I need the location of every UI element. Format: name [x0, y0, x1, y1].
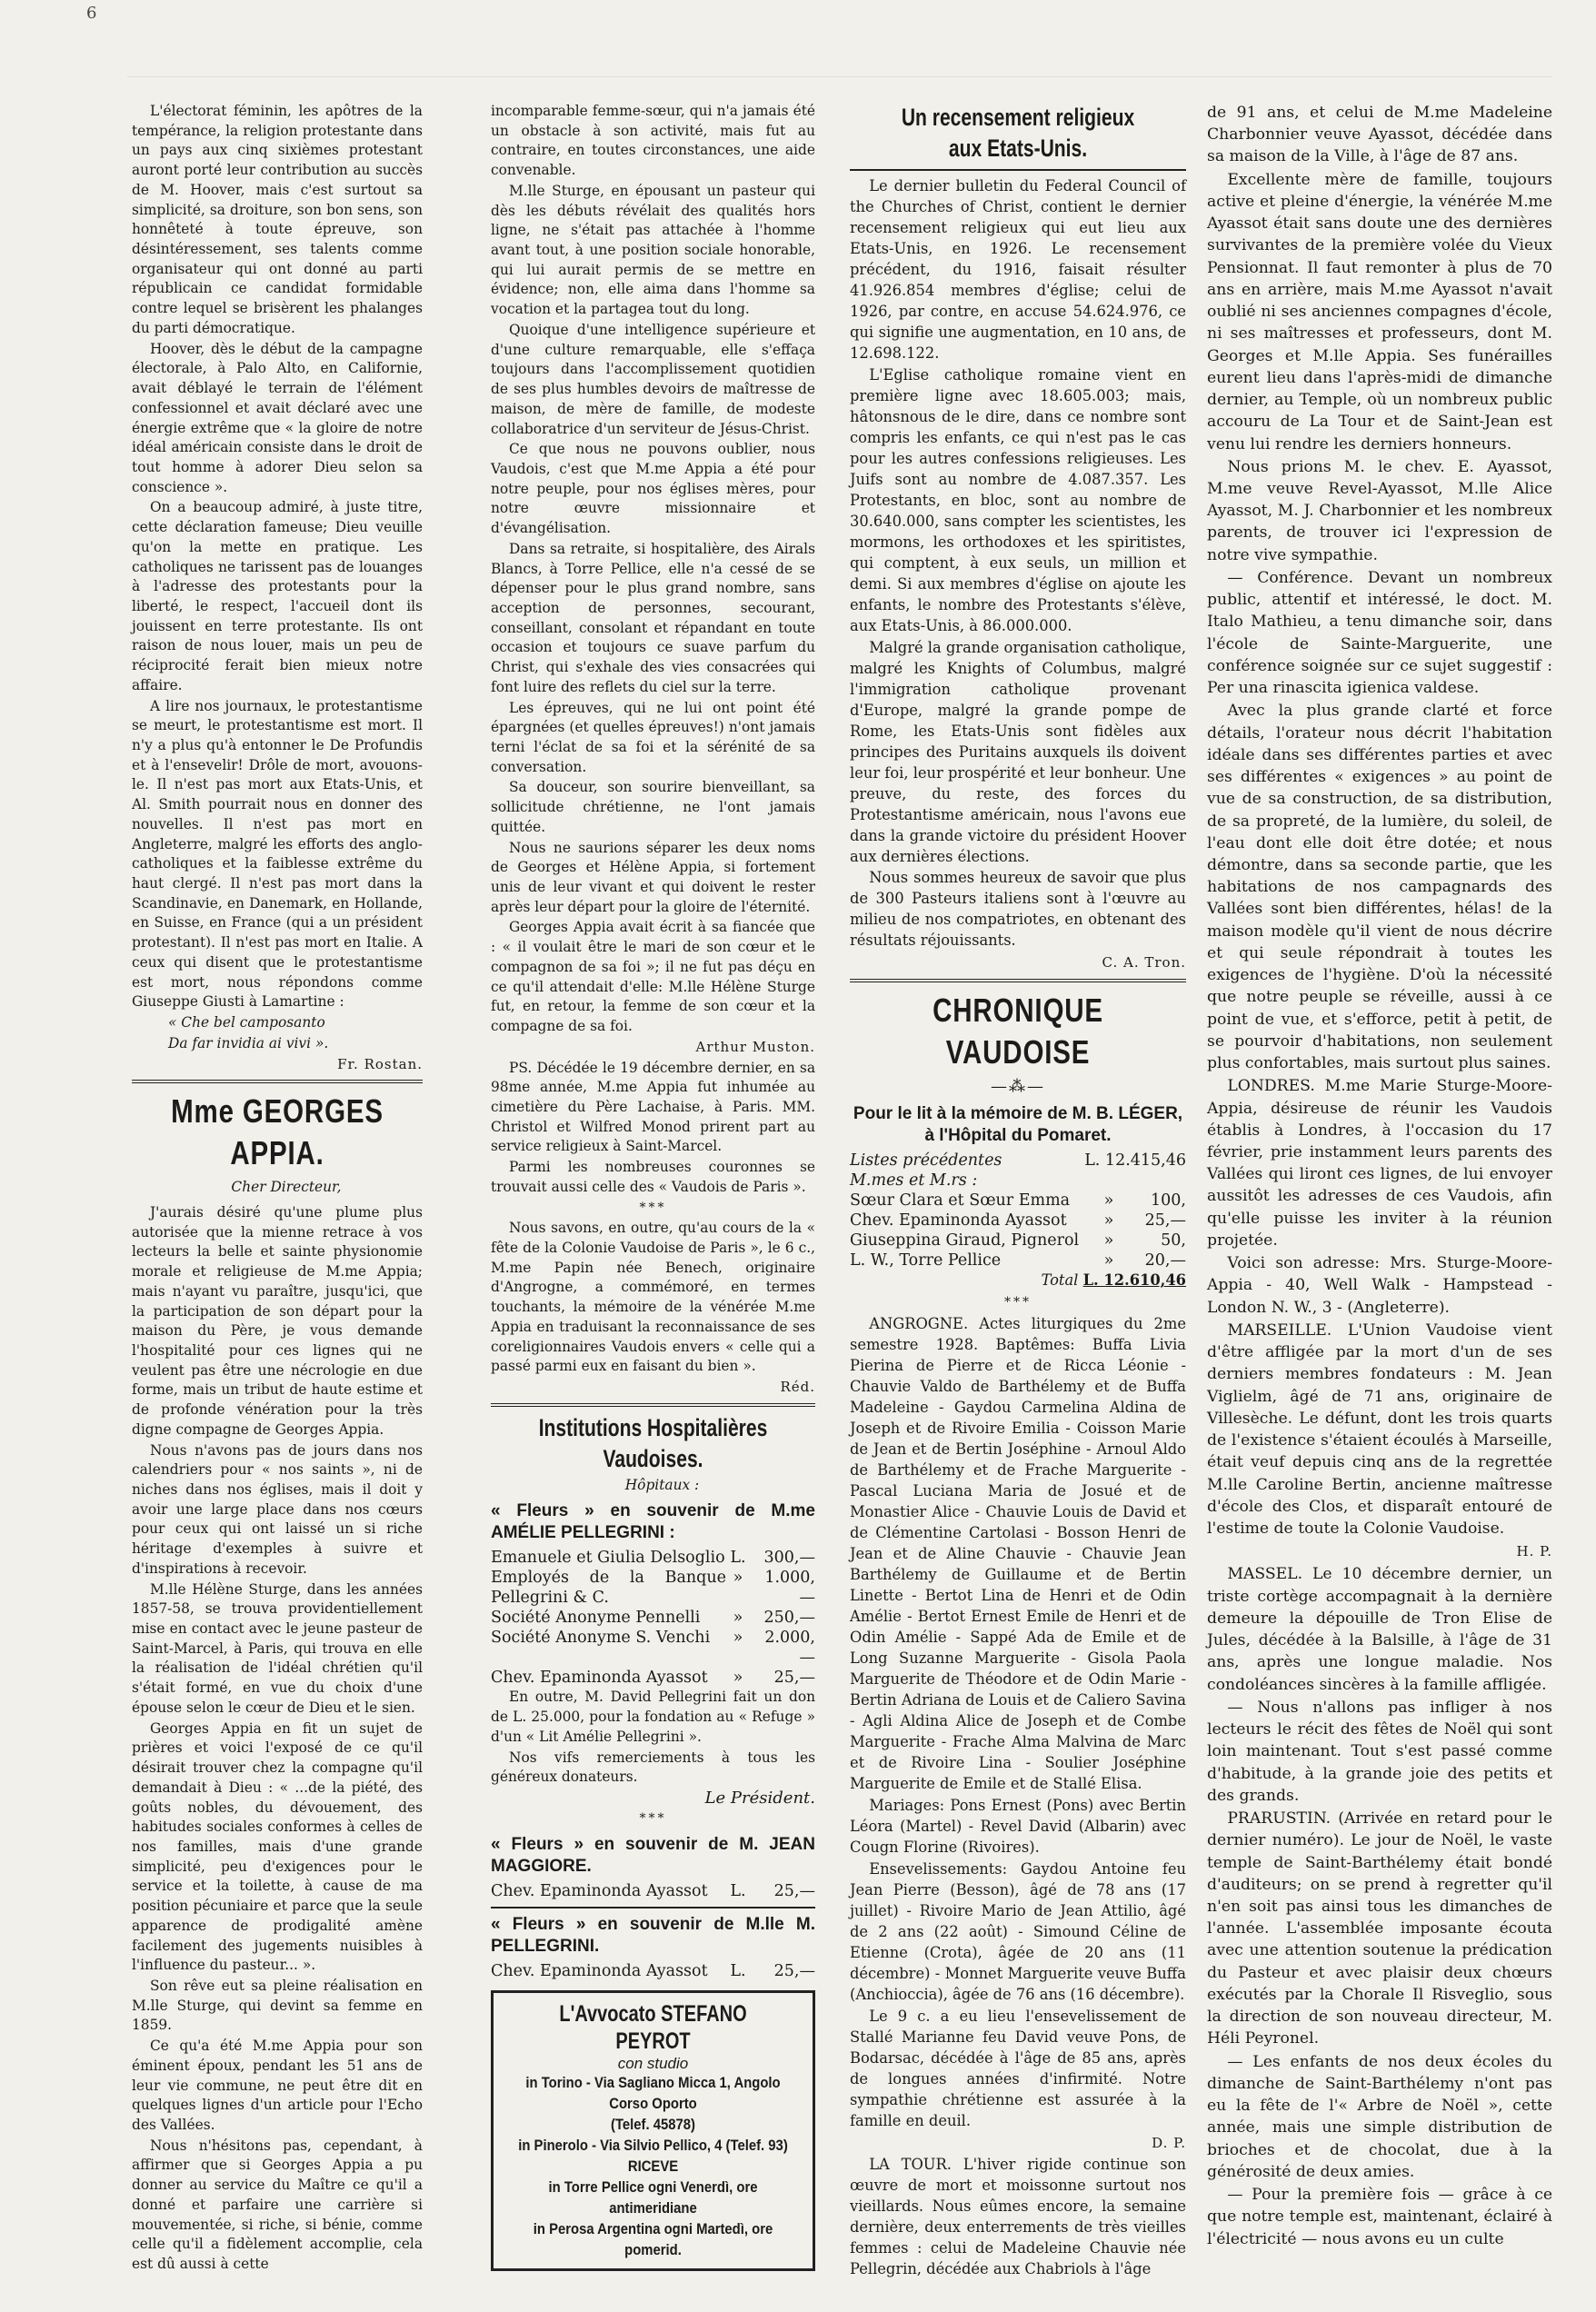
divider	[491, 1907, 815, 1908]
ad-line: in Pinerolo - Via Silvio Pellico, 4 (Telef. 93)	[518, 2138, 788, 2155]
page-marker: 6	[86, 4, 97, 23]
currency-mark: »	[733, 1609, 743, 1628]
column-4	[1207, 102, 1552, 2251]
donation-row	[491, 1548, 815, 1568]
signature: H. P.	[1516, 1543, 1552, 1560]
paragraph: Excellente mère de famille, toujours active et pleine d'énergie, la vénérée M.me Ayassot était sans doute une des dernières survivantes de la première volée du Vieux Pensionnat. Il faut remonter à plus de 70 ans en arrière, mais M.me Ayassot n'avait oublié ni ses anciennes compagnes d'école, ni ses maîtresses et professeurs, dont M. Georges et M.lle Appia. Ses funérailles eurent lieu dans l'après-midi de dimanche dernier, au Temple, où un nombreux public accouru de La Tour et de Saint-Jean est venu lui rendre les derniers honneurs.	[1207, 170, 1552, 453]
donation-row	[491, 1608, 815, 1628]
paragraph: Nous n'hésitons pas, cependant, à affirmer que si Georges Appia a pu donner au service du Maître ce qu'il a donné et parfaire une carrière si mouvementée, si riche, si bénie, comme celle qu'il a fidèlement accomplie, cela est dû aussi à cette	[132, 2137, 423, 2273]
paragraph: M.lle Hélène Sturge, dans les années 1857-58, se trouva providentiellement mise en contact avec le jeune pasteur de Saint-Marcel, à Paris, qui trouva en elle la réalisation de l'idéal chrétien qu'il s'était formé, en vue du choix d'une épouse selon le cœur de Dieu et le sien.	[132, 1580, 423, 1716]
donation-row	[491, 1961, 815, 1981]
donor-name: Chev. Epaminonda Ayassot	[850, 1211, 1067, 1231]
currency-mark: »	[733, 1629, 743, 1648]
ad-line: in Perosa Argentina ogni Martedì, ore pomerid.	[533, 2221, 773, 2259]
currency-mark: L.	[730, 1962, 746, 1981]
advertisement	[491, 1990, 815, 2271]
list-heading: « Fleurs » en souvenir de M.me AMÉLIE PELLEGRINI :	[491, 1501, 815, 1543]
paragraph: L'Eglise catholique romaine vient en première ligne avec 18.605.003; mais, hâtonsnous de le dire, dans ce nombre sont compris les enfants, ce qui n'est pas le cas pour les autres confessions religieuses. Les Juifs sont au nombre de 4.087.357. Les Protestants, en bloc, sont au nombre de 30.640.000, sans compter les scientistes, les mormons, les orthodoxes et les spiritistes, qui comptent, à eux seuls, un million et demi. Si aux membres d'église on ajoute les enfants, le nombre des Protestants s'élève, aux Etats-Unis, à 86.000.000.	[850, 365, 1186, 634]
donation-amount: 25,—	[773, 1962, 815, 1981]
currency-mark: »	[1103, 1211, 1114, 1231]
signature: Fr. Rostan.	[337, 1055, 423, 1072]
signature: Arthur Muston.	[695, 1038, 815, 1055]
donor-name: Chev. Epaminonda Ayassot	[491, 1962, 708, 1981]
donor-name: Employés de la Banque Pellegrini & C.	[491, 1569, 726, 1608]
article-title: Mme GEORGES APPIA.	[171, 1092, 384, 1172]
list-heading: Pour le lit à la mémoire de M. B. LÉGER, à l'Hôpital du Pomaret.	[853, 1104, 1183, 1146]
ad-line: RICEVE	[627, 2158, 679, 2176]
paragraph: Malgré la grande organisation catholique, malgré les Knights of Columbus, malgré l'immigration catholique provenant d'Europe, malgré la grande pompe de Rome, les Etats-Unis sont fidèles aux principes des Puritains auxquels ils doivent leur foi, leur prospérité et leur bonheur. Une preuve, du reste, des forces du Protestantisme américain, nous l'avons eue dans la grande victoire du président Hoover aux dernières élections.	[850, 638, 1186, 865]
paragraph: Hoover, dès le début de la campagne électorale, à Palo Alto, en Californie, avait déblayé le terrain de l'élément confessionnel et avait déclaré avec une énergie extrême que « la gloire de notre idéal américain consiste dans le droit de tout homme à adorer Dieu selon sa conscience ».	[132, 340, 423, 495]
signature: Réd.	[780, 1379, 815, 1395]
donation-row	[491, 1628, 815, 1668]
column-3	[850, 102, 1186, 2281]
donor-name: L. W., Torre Pellice	[850, 1251, 1002, 1271]
paragraph: Nous n'avons pas de jours dans nos calendriers pour « nos saints », ni de niches dans nos églises, mais il doit y avoir une large place dans nos cœurs pour ceux qui ont laissé un si riche héritage d'exemples à suivre et d'inspirations à recevoir.	[132, 1441, 423, 1577]
donation-table	[491, 1961, 815, 1981]
paragraph: — Pour la première fois — grâce à ce que notre temple est, maintenant, éclairé à l'électricité — nous avons eu un culte	[1207, 2186, 1552, 2248]
list-heading: « Fleurs » en souvenir de M.lle M. PELLEGRINI.	[491, 1915, 815, 1957]
paragraph: Parmi les nombreuses couronnes se trouvait aussi celle des « Vaudois de Paris ».	[491, 1159, 815, 1195]
poem-line: « Che bel camposanto	[168, 1014, 325, 1031]
section-title: CHRONIQUE VAUDOISE	[933, 992, 1103, 1071]
donation-amount: 25,—	[773, 1882, 815, 1901]
section-subtitle: Hôpitaux :	[624, 1476, 700, 1493]
listes-label: Listes précédentes	[850, 1151, 1002, 1171]
donor-name: Chev. Epaminonda Ayassot	[491, 1669, 708, 1688]
donation-amount: 100,	[1151, 1191, 1186, 1211]
donation-amount: 25,—	[773, 1669, 815, 1688]
donation-amount: 300,—	[763, 1549, 815, 1568]
donation-amount: 2.000,—	[764, 1629, 815, 1668]
donor-name: Société Anonyme Pennelli	[491, 1609, 701, 1628]
paragraph: incomparable femme-sœur, qui n'a jamais été un obstacle à son activité, mais fut au contraire, en toutes circonstances, une aide convenable.	[491, 103, 815, 179]
donation-amount: 1.000,—	[764, 1569, 815, 1608]
paragraph: J'aurais désiré qu'une plume plus autorisée que la mienne retrace à vos lecteurs la belle et sainte physionomie morale et religieuse de M.me Appia; mais n'ayant vu paraître, jusqu'ici, que la participation de son départ pour la maison du Père, je vous demande l'hospitalité pour ces lignes qui ne veulent pas être une nécrologie en due forme, mais un tribut de haute estime et de profonde vénération pour la très digne compagne de Georges Appia.	[132, 1203, 423, 1438]
donation-amount: 250,—	[763, 1609, 815, 1628]
paragraph: Quoique d'une intelligence supérieure et d'une culture remarquable, elle s'effaça toujours dans l'accomplissement quotidien de ses plus humbles devoirs de maîtresse de maison, de mère de famille, de modeste collaboratrice d'un serviteur de Jésus-Christ.	[491, 321, 815, 437]
signature: Le Président.	[704, 1789, 815, 1809]
poem-line: Da far invidia ai vivi ».	[168, 1034, 329, 1051]
paragraph: LA TOUR. L'hiver rigide continue son œuvre de mort et moissonne surtout nos vieillards. Nous eûmes encore, la semaine dernière, deux enterrements de très vieilles femmes : celui de Madeleine Chauvie née Pellegrin, décédée aux Chabriols à l'âge	[850, 2155, 1186, 2277]
currency-mark: »	[733, 1669, 743, 1688]
list-heading: « Fleurs » en souvenir de M. JEAN MAGGIORE.	[491, 1835, 815, 1877]
paragraph: ANGROGNE. Actes liturgiques du 2me semestre 1928. Baptêmes: Buffa Livia Pierina de Pierre et de Ricca Léonie - Chauvie Valdo de Barthélemy et de Buffa Madeleine - Gaydou Carmelina Aldina de Joseph et de Rivoire Emilia - Coisson Marie de Jean et de Bertin Joséphine - Arnoul Aldo de Barthélemy et de Frache Marguerite - Pascal Luciana Maria de Josué et de Monastier Alice - Chauvie Louis de David et de Clémentine Cartolasi - Bosson Henri de Jean et de Aline Chauvie - Chauvie Jean Barthélemy de Guillaume et de Bertin Linette - Bertot Lina de Henri et de Odin Amélie - Bertot Ernest Emile de Henri et de Odin Amélie - Sappé Ada de Emile et de Long Suzanne Marguerite - Gisola Paola Marguerite de Théodore et de Odin Marie - Bertin Adriana de Louis et de Caliero Savina - Agli Aldina Alice de Joseph et de Combe Marguerite - Frache Alma Malvina de Marc et de Rivoire Lina - Soulier Joséphine Marguerite de Emile et de Stallé Elisa.	[850, 1315, 1186, 1793]
paragraph: Ensevelissements: Gaydou Antoine feu Jean Pierre (Besson), âgé de 78 ans (17 juillet) - Rivoire Mario de Jean Attilio, âgé de 2 ans (22 août) - Simound Céline de Etienne (Crota), âgée de 20 ans (11 décembre) - Monnet Marguerite veuve Buffa (Anchioccia), âgée de 76 ans (16 décembre).	[850, 1859, 1186, 2003]
paragraph: L'électorat féminin, les apôtres de la tempérance, la religion protestante dans un pays aux cinq sixièmes protestant auront porté leur contribution au succès de M. Hoover, mais c'est surtout sa simplicité, sa droiture, son bon sens, son honnêteté à toute épreuve, son désintéressement, ses talents comme organisateur qui ont donné au parti républicain ce candidat formidable contre lequel se brisèrent les phalanges du parti démocratique.	[132, 103, 423, 336]
donation-row	[491, 1668, 815, 1688]
paragraph: Son rêve eut sa pleine réalisation en M.lle Sturge, qui devint sa femme en 1859.	[132, 1977, 423, 2034]
paragraph: Georges Appia avait écrit à sa fiancée que : « il voulait être le mari de son cœur et le compagnon de sa foi »; il ne fut pas déçu en ce qu'il attendait d'elle: M.lle Hélène Sturge fut, en retour, la femme de son cœur et la compagne de sa foi.	[491, 919, 815, 1035]
donation-row	[850, 1191, 1186, 1211]
paragraph: MARSEILLE. L'Union Vaudoise vient d'être affligée par la mort d'un de ses derniers membres fondateurs : M. Jean Viglielm, âgé de 71 ans, originaire de Villesèche. Le défunt, dont les trois quarts de l'existence s'étaient écoulés à Marseille, était veuf depuis cinq ans de la regrettée M.lle Caroline Bertin, ancienne maîtresse d'école des Clos, et disparaît entouré de l'estime de toute la Colonie Vaudoise.	[1207, 1320, 1552, 1538]
section-title: Institutions Hospitalières Vaudoises.	[538, 1413, 768, 1472]
ad-line: in Torre Pellice ogni Venerdì, ore antimeridiane	[548, 2179, 758, 2217]
signature: D. P.	[1152, 2134, 1186, 2151]
donation-row	[491, 1568, 815, 1608]
currency-mark: »	[1103, 1191, 1114, 1211]
currency-mark: L.	[730, 1549, 746, 1568]
donor-name: Société Anonyme S. Venchi	[491, 1629, 711, 1648]
paragraph: Les épreuves, qui ne lui ont point été épargnées (et quelles épreuves!) n'ont jamais terni l'éclat de sa foi et la sérénité de sa conversation.	[491, 699, 815, 775]
paragraph: — Les enfants de nos deux écoles du dimanche de Saint-Barthélemy n'ont pas eu la fête de l'« Arbre de Noël », cette année, mais une simple distribution de brioches et de chocolat, due à la générosité de deux amies.	[1207, 2052, 1552, 2181]
paragraph: Nous prions M. le chev. E. Ayassot, M.me veuve Revel-Ayassot, M.lle Alice Ayassot, M. J. Charbonnier et les nombreux parents, de trouver ici l'expression de notre vive sympathie.	[1207, 457, 1552, 564]
ad-line: in Torino - Via Sagliano Micca 1, Angolo Corso Oporto	[525, 2075, 781, 2113]
paragraph: Voici son adresse: Mrs. Sturge-Moore-Appia - 40, Well Walk - Hampstead - London N. W., 3 - (Angleterre).	[1207, 1254, 1552, 1317]
currency-mark: »	[1103, 1231, 1114, 1251]
column-1	[132, 102, 423, 2276]
donation-row	[850, 1231, 1186, 1251]
donation-row	[850, 1211, 1186, 1231]
article-title: Un recensement religieux aux Etats-Unis.	[901, 104, 1135, 162]
donation-amount: 20,—	[1144, 1251, 1186, 1271]
paragraph: MASSEL. Le 10 décembre dernier, un triste cortège accompagnait à la dernière demeure la dépouille de Tron Elise de Jules, décédée à la Balsille, à l'âge de 31 ans, après une longue maladie. Nos condoléances sincères à la famille affligée.	[1207, 1565, 1552, 1694]
currency-mark: L.	[730, 1882, 746, 1901]
separator-stars: ***	[1004, 1295, 1032, 1310]
donation-table	[491, 1548, 815, 1688]
donor-name: Emanuele et Giulia Delsoglio	[491, 1549, 725, 1568]
paragraph: Nous savons, en outre, qu'au cours de la « fête de la Colonie Vaudoise de Paris », le 6 c., M.me Papin née Benech, originaire d'Angrogne, a commémoré, en termes touchants, la mémoire de la vénérée M.me Appia en traduisant la reconnaissance de ses coreligionnaires Vaudois envers « celle qui a passé parmi eux en faisant du bien ».	[491, 1220, 815, 1375]
paragraph: — Nous n'allons pas infliger à nos lecteurs le récit des fêtes de Noël qui sont loin maintenant. Tout s'est passé comme d'habitude, à la grande joie des petits et des grands.	[1207, 1698, 1552, 1805]
currency-mark: »	[1103, 1251, 1114, 1271]
donor-name: Sœur Clara et Sœur Emma	[850, 1191, 1071, 1211]
paragraph: Dans sa retraite, si hospitalière, des Airals Blancs, à Torre Pellice, elle n'a cessé de se dépenser pour le plus grand nombre, sans acception de personnes, secourant, conseillant, consolant et répandant en toute occasion et toujours ce suave parfum du Christ, qui s'exhale des vies consacrées qui font luire des reflets du ciel sur la terre.	[491, 540, 815, 695]
salutation: Cher Directeur,	[231, 1179, 342, 1196]
total-value: L. 12.610,46	[1082, 1271, 1186, 1290]
ad-subtitle: con studio	[617, 2055, 689, 2073]
paragraph: Ce qu'a été M.me Appia pour son éminent époux, pendant les 51 ans de leur vie commune, ne peut être dit en quelques lignes d'un article pour l'Echo des Vallées.	[132, 2038, 423, 2133]
listes-value: L. 12.415,46	[1084, 1151, 1186, 1171]
donation-row	[850, 1251, 1186, 1271]
signature: C. A. Tron.	[1102, 954, 1186, 972]
paragraph: — Conférence. Devant un nombreux public, attentif et intéressé, le doct. M. Italo Mathieu, a tenu dimanche soir, dans l'école de Sainte-Marguerite, une conférence soignée sur ce sujet suggestif : Per una rinascita igienica valdese.	[1207, 568, 1552, 698]
divider	[491, 1403, 815, 1407]
column-2	[491, 102, 815, 2271]
divider	[850, 169, 1186, 171]
donation-amount: 25,—	[1144, 1211, 1186, 1231]
paragraph: de 91 ans, et celui de M.me Madeleine Charbonnier veuve Ayassot, décédée dans sa maison de la Ville, à l'âge de 87 ans.	[1207, 104, 1552, 166]
paragraph: En outre, M. David Pellegrini fait un don de L. 25.000, pour la fondation au « Refuge » d'un « Lit Amélie Pellegrini ».	[491, 1689, 815, 1745]
paragraph: Georges Appia en fit un sujet de prières et voici l'exposé de ce qu'il désirait trouver chez la compagne qu'il demandait à Dieu : « ...de la piété, des goûts nobles, du dévouement, des habitudes sociales conformes à celles de nos familles, mais d'une grande simplicité, peu d'exigences pour le service et la toilette, à cause de ma position pécuniaire et parce que la seule apparence de prodigalité amène facilement des jugements nuisibles à l'influence du pasteur... ».	[132, 1719, 423, 1974]
donation-amount: 50,	[1161, 1231, 1186, 1251]
paragraph: Ce que nous ne pouvons oublier, nous Vaudois, c'est que M.me Appia a été pour notre peuple, pour nos églises mères, pour notre œuvre missionnaire et d'évangélisation.	[491, 441, 815, 537]
paragraph: PRARUSTIN. (Arrivée en retard pour le dernier numéro). Le jour de Noël, le vaste temple de Saint-Barthélemy était bondé d'auditeurs; on se prend à regretter qu'il n'en soit pas ainsi tous les dimanches de l'année. L'assemblée imposante écouta avec une attention soutenue la prédication du Pasteur et avec plaisir deux chœurs exécutés par la Chorale Il Risveglio, sous la direction de son nouveau directeur, M. Héli Peyronel.	[1207, 1809, 1552, 2048]
paragraph: LONDRES. M.me Marie Sturge-Moore-Appia, désireuse de réunir les Vaudois établis à Londres, à l'occasion du 17 février, prie instamment leurs parents des Vallées qui liront ces lignes, de lui envoyer aussitôt les adresses de ces Vaudois, afin qu'elle puisse les inviter à la réunion projetée.	[1207, 1077, 1552, 1250]
paragraph: Avec la plus grande clarté et force détails, l'orateur nous décrit l'habitation idéale dans ses différentes parties et avec ses différentes « exigences » au point de vue de sa construction, de sa distribution, de sa propreté, de la lumière, du soleil, de l'eau dont elle doit être dotée; et nous démontre, dans sa seconde partie, que les habitations de nos campagnards des Vallées sont bien différentes, hélas! de la maison modèle qu'il vient de nous décrire et qui seule répondrait à toutes les exigences de l'hygiène. D'où la nécessité que notre peuple se réveille, aussi à ce point de vue, et s'efforce, petit à petit, de se pourvoir d'habitations, non seulement plus confortables, mais surtout plus saines.	[1207, 702, 1552, 1073]
paragraph: Le dernier bulletin du Federal Council of the Churches of Christ, contient le dernier recensement religieux qui eut lieu aux Etats-Unis, en 1926. Le recensement précédent, du 1916, faisait résulter 41.926.854 membres d'église; celui de 1926, par contre, en accuse 54.624.976, ce qui signifie une augmentation, en 10 ans, de 12.698.122.	[850, 177, 1186, 362]
paragraph: Nous ne saurions séparer les deux noms de Georges et Hélène Appia, si fortement unis de leur vivant et qui doivent le rester après leur départ pour la gloire de l'éternité.	[491, 839, 815, 915]
top-rule	[127, 76, 1552, 77]
ad-title: L'Avvocato STEFANO PEYROT	[559, 2001, 747, 2055]
donation-table	[491, 1881, 815, 1901]
paragraph: On a beaucoup admiré, à juste titre, cette déclaration fameuse; Dieu veuille qu'on la mette en pratique. Les catholiques ne tarissent pas de louanges à l'adresse des protestants pour la liberté, le respect, l'accueil dont ils jouissent en terre protestante. Ils ont raison de nous louer, mais un peu de réciprocité ferait bien mieux notre affaire.	[132, 499, 423, 693]
donation-row	[491, 1881, 815, 1901]
currency-mark: »	[733, 1569, 743, 1588]
separator-stars: ***	[639, 1810, 667, 1826]
paragraph: Nous sommes heureux de savoir que plus de 300 Pasteurs italiens sont à l'œuvre au milieu de nos compatriotes, en obtenant des résultats réjouissants.	[850, 869, 1186, 950]
paragraph: M.lle Sturge, en épousant un pasteur qui dès les débuts révélait des qualités hors ligne, ne s'était pas attachée à l'homme avant tout, à une position sociale honorable, qui lui aurait permis de se mettre en évidence; non, elle aima dans l'homme sa vocation et la partagea tout du long.	[491, 182, 815, 318]
paragraph: Le 9 c. a eu lieu l'ensevelissement de Stallé Marianne feu David veuve Pons, de Bodarsac, décédée à l'âge de 85 ans, après de longues années d'infirmité. Notre sympathie chrétienne est assurée à la famille en deuil.	[850, 2007, 1186, 2129]
donor-name: Giuseppina Giraud, Pignerol	[850, 1231, 1080, 1251]
paragraph: Mariages: Pons Ernest (Pons) avec Bertin Léora (Martel) - Revel David (Albarin) avec Cougn Florine (Rivoires).	[850, 1797, 1186, 1856]
divider	[850, 979, 1186, 982]
paragraph: Sa douceur, son sourire bienveillant, sa sollicitude chrétienne, ne l'ont jamais quittée.	[491, 779, 815, 835]
donors-label: M.mes et M.rs :	[850, 1171, 978, 1191]
donor-name: Chev. Epaminonda Ayassot	[491, 1882, 708, 1901]
previous-lists	[850, 1151, 1186, 1191]
paragraph: Nos vifs remerciements à tous les généreux donateurs.	[491, 1749, 815, 1786]
ornament-divider: —⁂—	[991, 1077, 1045, 1097]
total-line	[850, 1271, 1186, 1291]
paragraph: PS. Décédée le 19 décembre dernier, en sa 98me année, M.me Appia fut inhumée au cimetière du Père Lachaise, à Paris. MM. Christol et Wilfred Monod prirent part au service religieux à Saint-Marcel.	[491, 1059, 815, 1155]
paragraph: A lire nos journaux, le protestantisme se meurt, le protestantisme est mort. Il n'y a plus qu'à entonner le De Profundis et à l'ensevelir! Drôle de mort, avouons-le. Il n'est pas mort aux Etats-Unis, et Al. Smith pourrait nous en donner des nouvelles. Il n'est pas mort en Angleterre, malgré les efforts des anglo-catholiques et la faiblesse extrême du haut clergé. Il n'est pas mort dans la Scandinavie, en Danemark, en Hollande, en Suisse, en France (qui a un président protestant). Il n'est pas mort en Italie. A ceux qui disent que le protestantisme est mort, nous répondons comme Giuseppe Giusti à Lamartine :	[132, 697, 423, 1011]
donation-table	[850, 1191, 1186, 1271]
total-label: Total	[1041, 1271, 1079, 1290]
separator-stars: ***	[639, 1200, 667, 1215]
divider	[132, 1080, 423, 1083]
ad-line: (Telef. 45878)	[610, 2117, 695, 2134]
